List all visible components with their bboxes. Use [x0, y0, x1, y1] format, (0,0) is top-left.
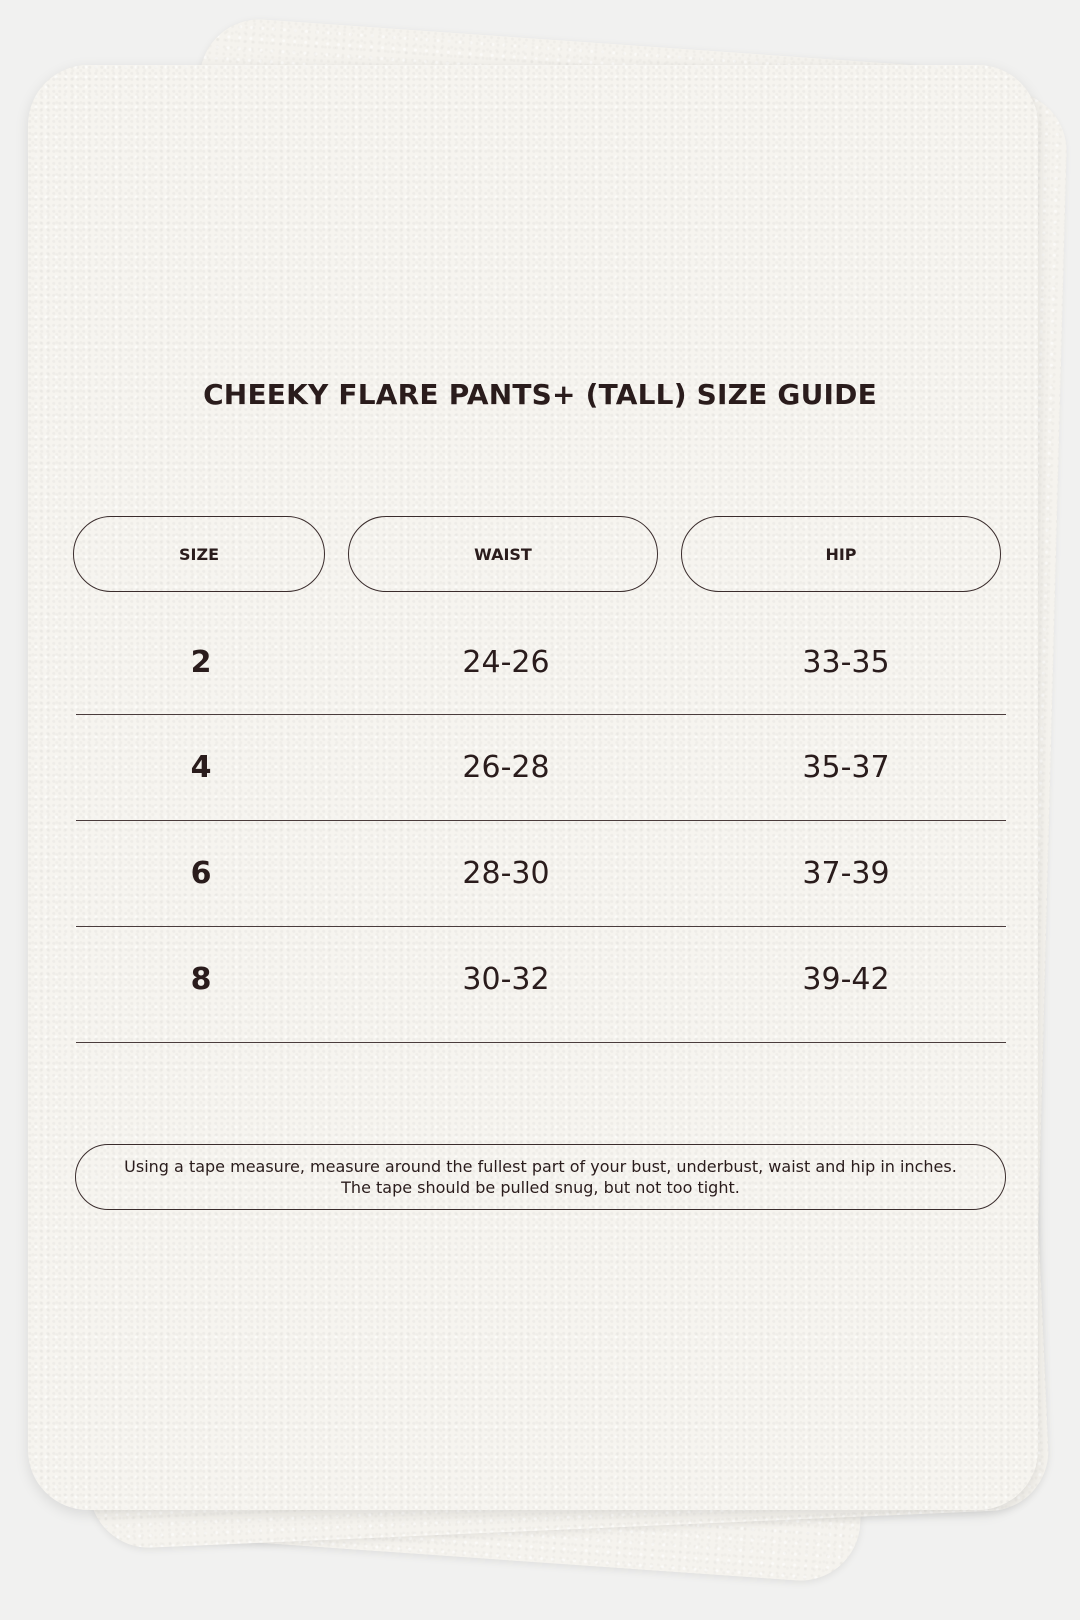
table-row: [76, 821, 1006, 925]
hip-cell: 35-37: [802, 749, 890, 785]
hip-cell: 33-35: [802, 644, 890, 680]
table-row: [76, 715, 1006, 819]
measuring-note: [75, 1144, 1006, 1210]
page-title: CHEEKY FLARE PANTS+ (TALL) SIZE GUIDE: [203, 378, 877, 411]
size-cell: 8: [190, 961, 212, 997]
waist-cell: 24-26: [462, 644, 550, 680]
header-waist: WAIST: [348, 516, 658, 592]
header-size: SIZE: [73, 516, 325, 592]
hip-cell: 39-42: [802, 961, 890, 997]
waist-cell: 28-30: [462, 855, 550, 891]
row-divider: [76, 1042, 1006, 1043]
hip-cell: 37-39: [802, 855, 890, 891]
size-cell: 4: [190, 749, 212, 785]
header-hip: HIP: [681, 516, 1001, 592]
size-cell: 6: [190, 855, 212, 891]
table-row: [76, 610, 1006, 714]
note-line-1: Using a tape measure, measure around the fullest part of your bust, underbust, waist and hip in inches.: [124, 1157, 957, 1176]
waist-cell: 30-32: [462, 961, 550, 997]
note-line-2: The tape should be pulled snug, but not too tight.: [341, 1178, 740, 1197]
size-cell: 2: [190, 644, 212, 680]
waist-cell: 26-28: [462, 749, 550, 785]
table-row: [76, 927, 1006, 1031]
